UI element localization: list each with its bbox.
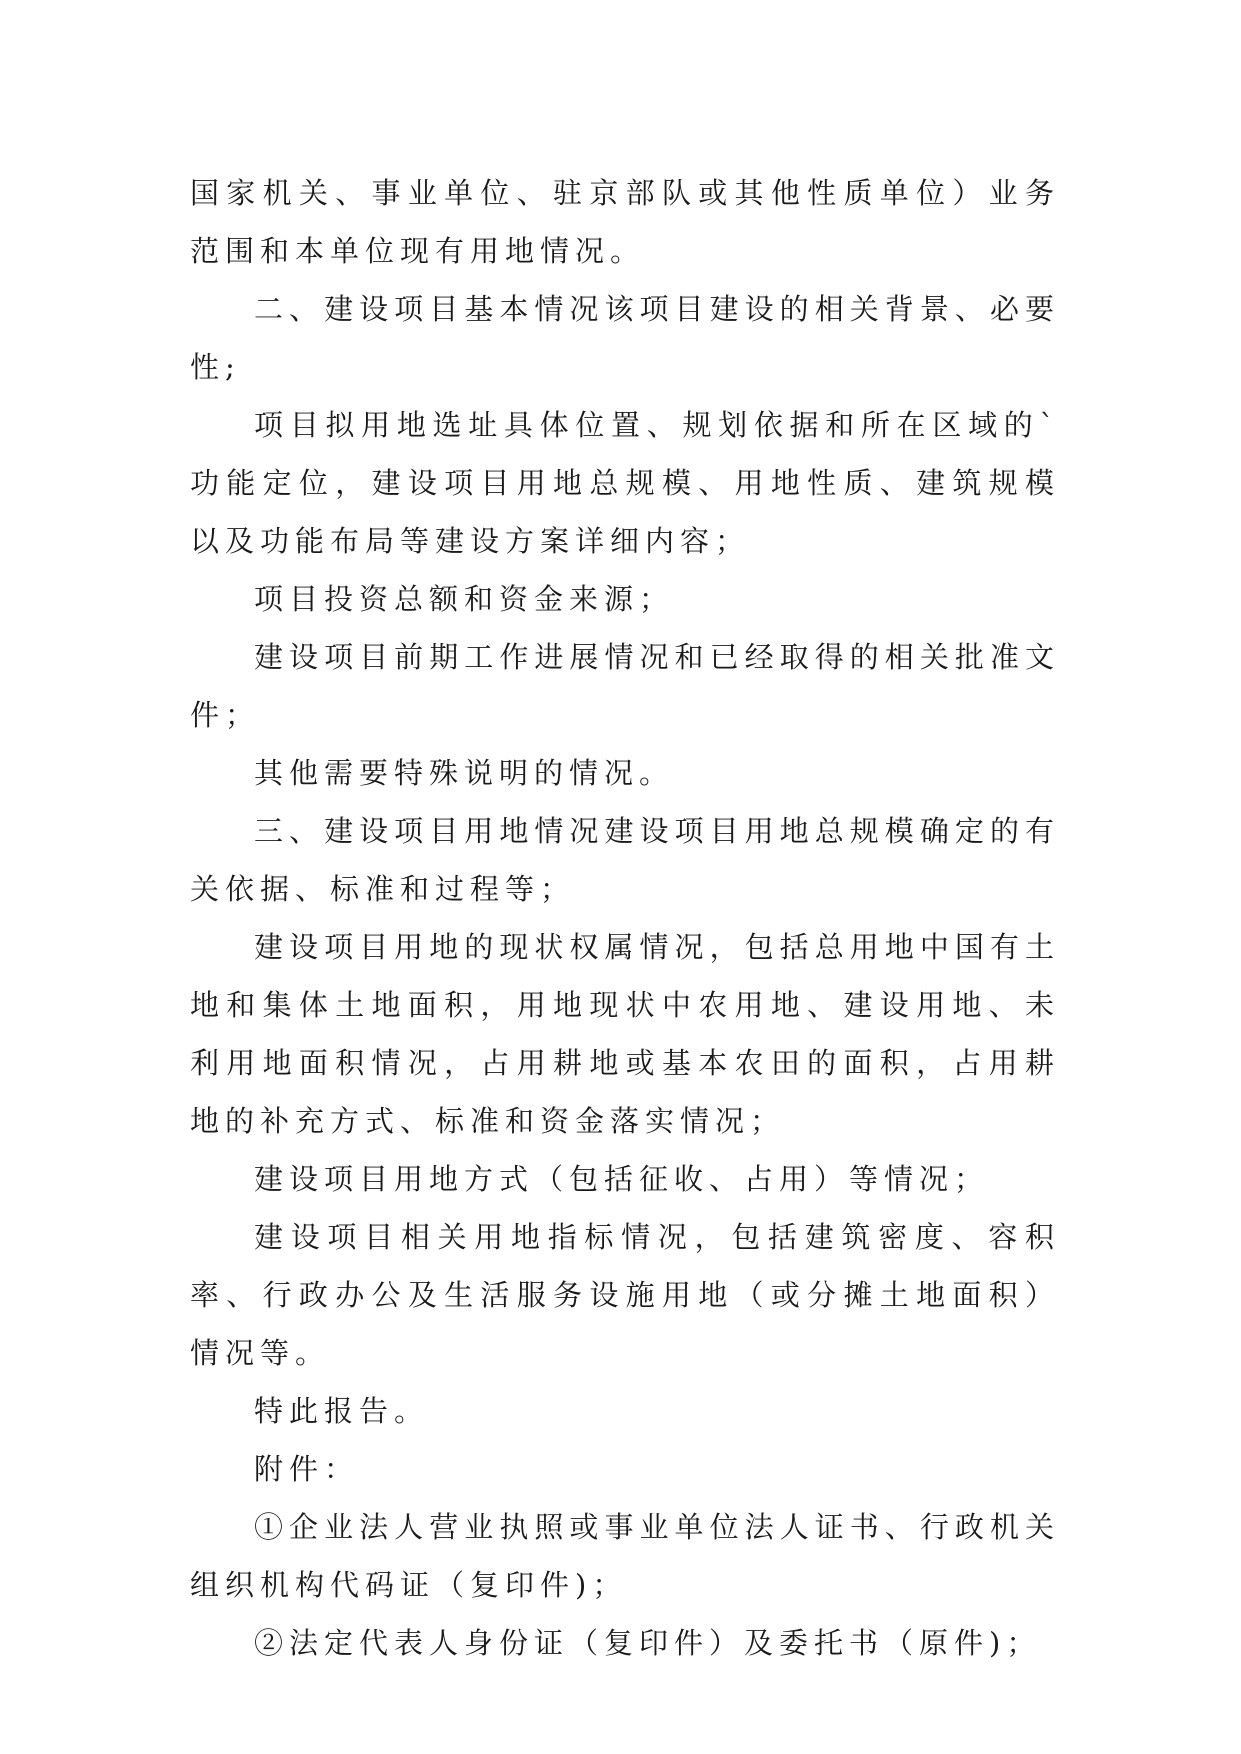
paragraph-special-notes: 其他需要特殊说明的情况。 (254, 756, 675, 790)
attachment-item-1: ①企业法人营业执照或事业单位法人证书、行政机关组织机构代码证（复印件)； (190, 1510, 1060, 1602)
document-body (190, 164, 1060, 1672)
paragraph-land-ownership: 建设项目用地的现状权属情况，包括总用地中国有土地和集体土地面积，用地现状中农用地、建设用地、未利用地面积情况，占用耕地或基本农田的面积，占用耕地的补充方式、标准和资金落实情况； (190, 930, 1060, 1138)
paragraph-unit-scope: 国家机关、事业单位、驻京部队或其他性质单位）业务范围和本单位现有用地情况。 (190, 176, 1060, 268)
paragraph-section-three-heading: 三、建设项目用地情况建设项目用地总规模确定的有关依据、标准和过程等； (190, 814, 1060, 906)
attachment-item-2: ②法定代表人身份证（复印件）及委托书（原件)； (254, 1626, 1042, 1660)
paragraph-section-two-heading: 二、建设项目基本情况该项目建设的相关背景、必要性; (190, 292, 1060, 384)
paragraph-land-indicators: 建设项目相关用地指标情况，包括建筑密度、容积率、行政办公及生活服务设施用地（或分摊土地面积）情况等。 (190, 1220, 1060, 1370)
paragraph-site-location: 项目拟用地选址具体位置、规划依据和所在区域的`功能定位，建设项目用地总规模、用地性质、建筑规模以及功能布局等建设方案详细内容； (190, 408, 1060, 558)
paragraph-investment: 项目投资总额和资金来源； (254, 582, 675, 616)
paragraph-land-use-method: 建设项目用地方式（包括征收、占用）等情况； (254, 1162, 990, 1196)
paragraph-attachments-heading: 附件： (254, 1452, 360, 1486)
paragraph-closing: 特此报告。 (254, 1394, 430, 1428)
paragraph-preliminary-work: 建设项目前期工作进展情况和已经取得的相关批准文件； (190, 640, 1060, 732)
